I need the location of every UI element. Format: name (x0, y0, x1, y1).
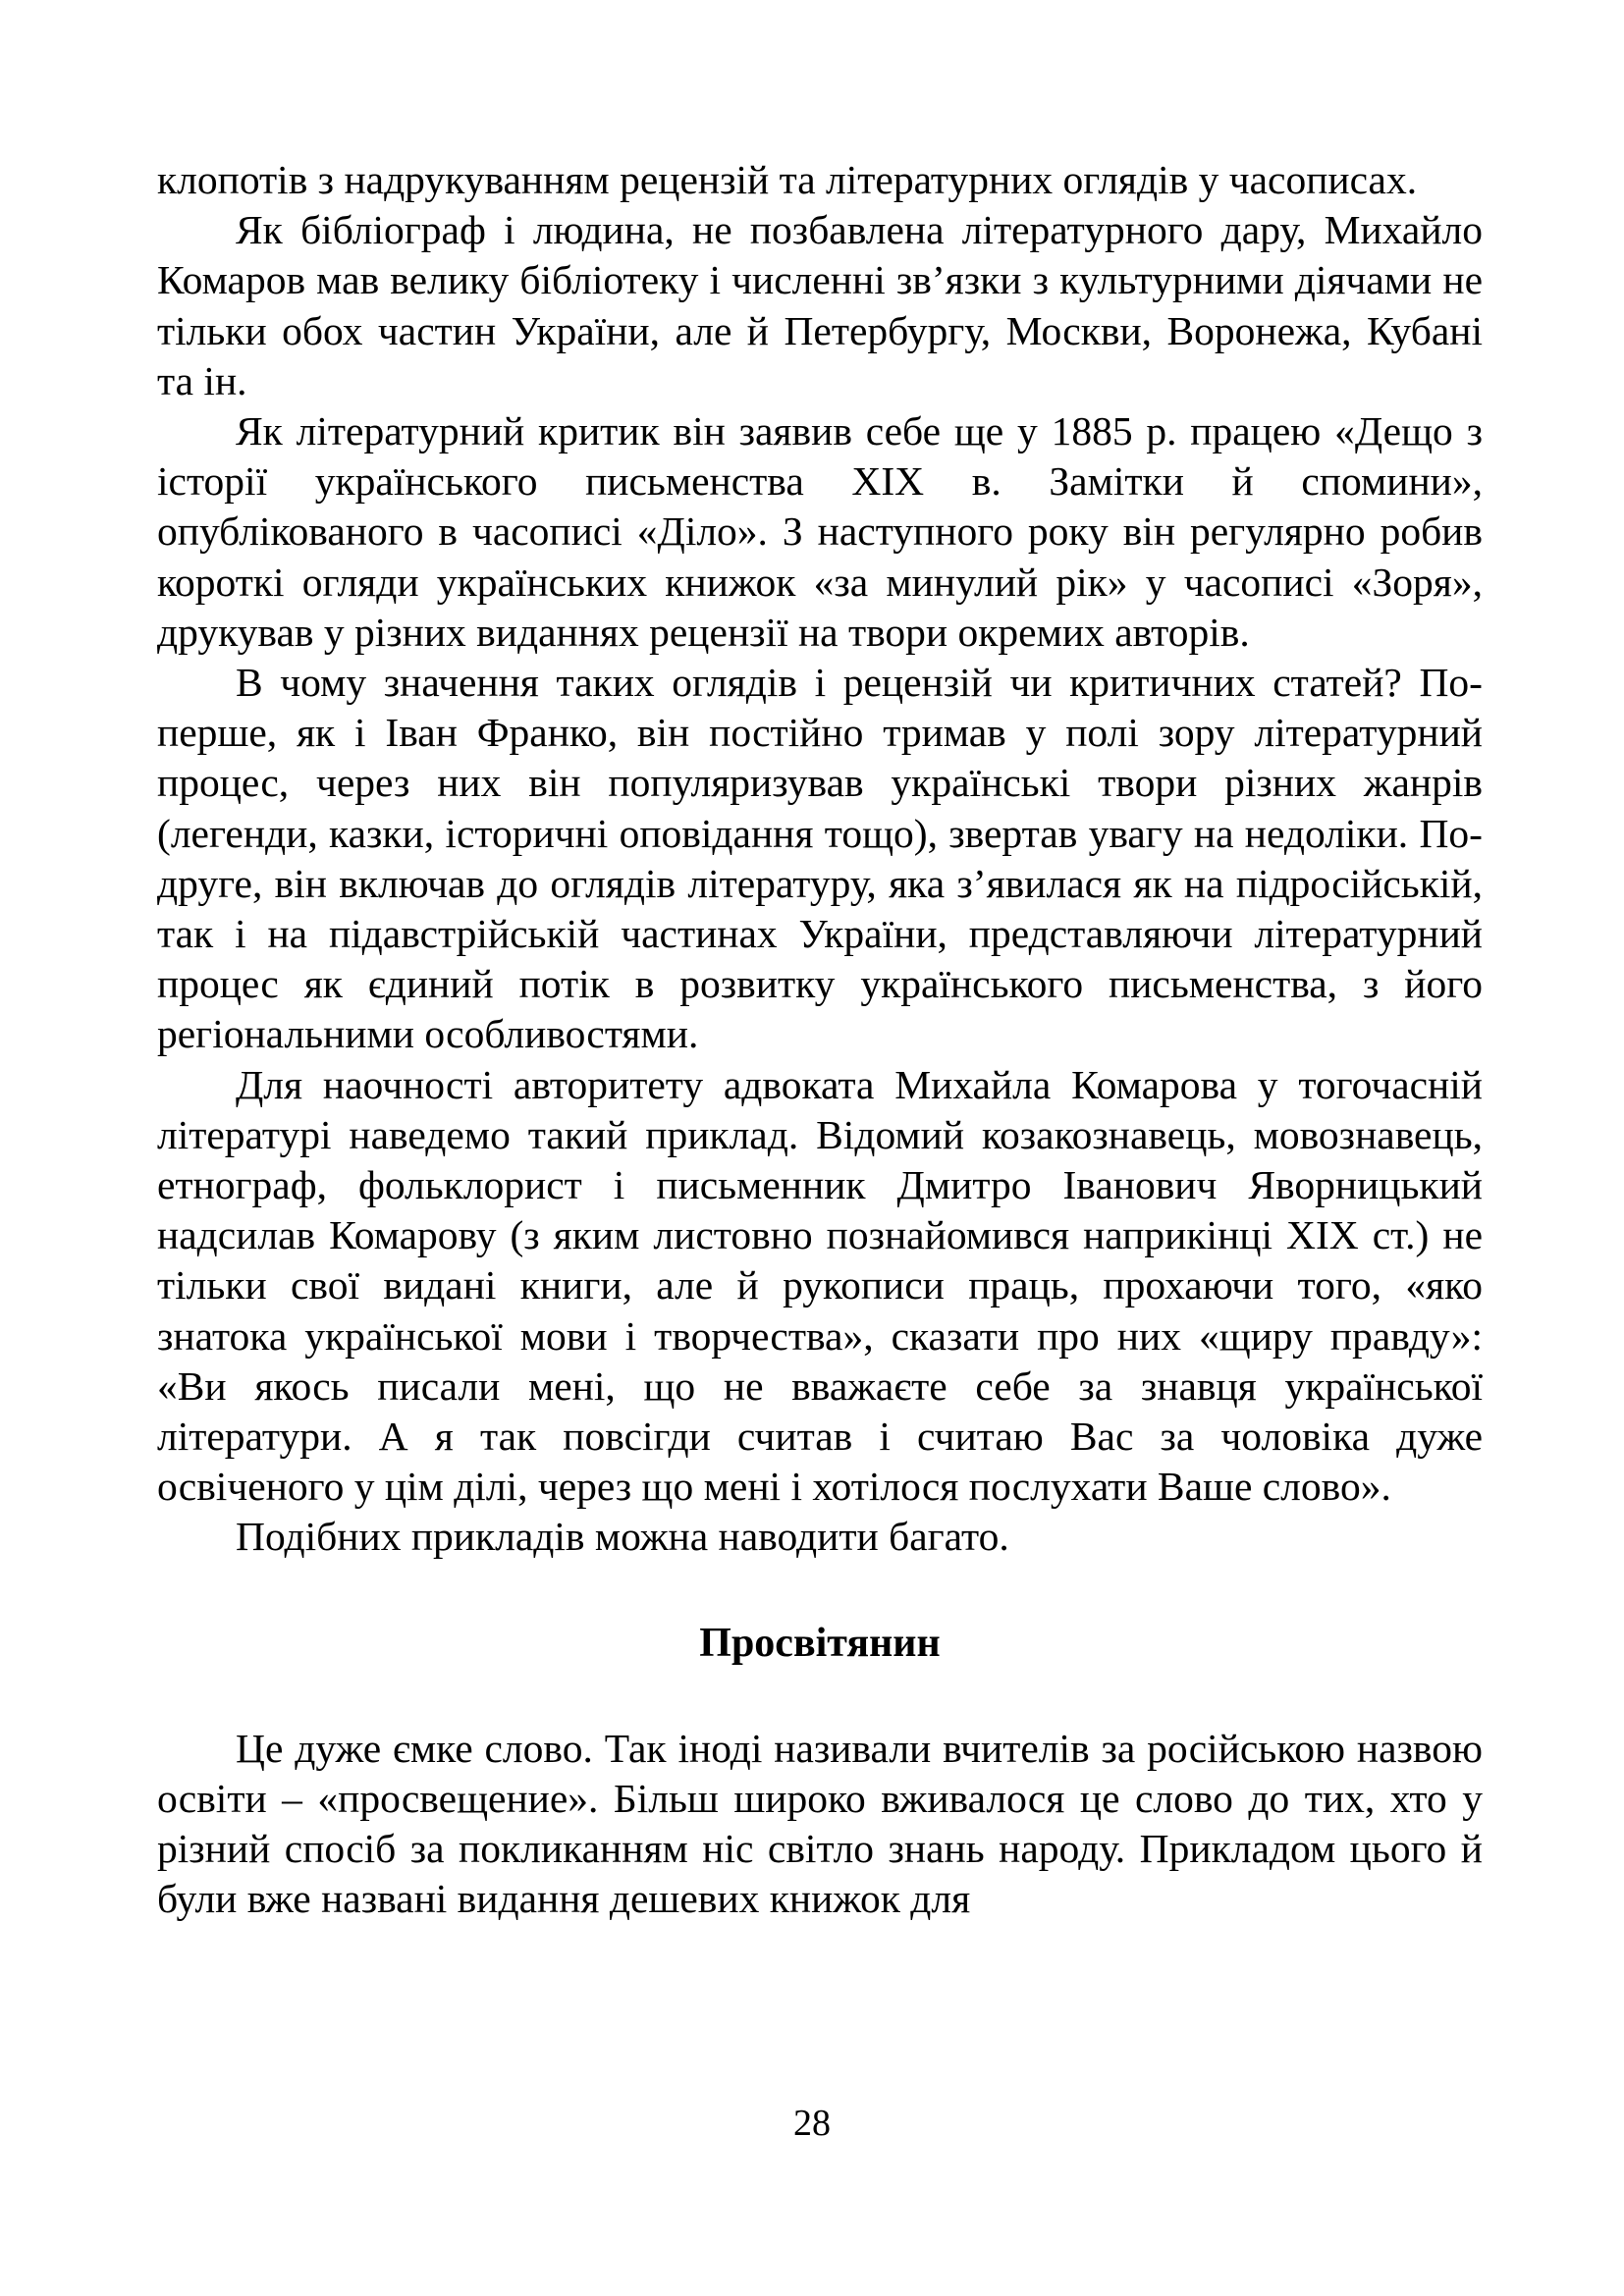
section-heading: Просвітянин (699, 1620, 941, 1666)
paragraph-5: Для наочності авторитету адвоката Михайла Комарова у тогочасній літературі наведемо такий приклад. Відомий козакознавець, мовознавець, етнограф, фольклорист і письменник Дмитро Іванович Яворницький надсилав Комарову (з яким листовно познайомився наприкінці XIX ст.) не тільки свої видані книги, але й рукописи праць, прохаючи того, «яко знатока української мови і творчества», сказати про них «щиру правду»: «Ви якось писали мені, що не вважаєте себе за знавця української літератури. А я так повсігди считав і считаю Вас за чоловіка дуже освіченого у цім ділі, через що мені і хотілося послухати Ваше слово». (157, 1061, 1483, 1510)
paragraph-2: Як бібліограф і людина, не позбавлена літературного дару, Михайло Комаров мав велику бібліотеку і численні зв’язки з культурними діячами не тільки обох частин України, але й Петербургу, Москви, Воронежа, Кубані та ін. (157, 207, 1483, 403)
paragraph-4: В чому значення таких оглядів і рецензій чи критичних статей? По-перше, як і Іван Франко, він постійно тримав у полі зору літературний процес, через них він популяризував українські твори різних жанрів (легенди, казки, історичні оповідання тощо), звертав увагу на недоліки. По-друге, він включав до оглядів літературу, яка з’явилася як на підросійській, так і на підавстрійській частинах України, представляючи літературний процес як єдиний потік в розвитку українського письменства, з його регіональними особливостями. (157, 660, 1483, 1057)
paragraph-3: Як літературний критик він заявив себе ще у 1885 р. працею «Дещо з історії українського письменства XIX в. Замітки й спомини», опублікованого в часописі «Діло». З наступного року він регулярно робив короткі огляди українських книжок «за минулий рік» у часописі «Зоря», друкував у різних виданнях рецензії на твори окремих авторів. (157, 408, 1483, 655)
paragraph-6: Подібних прикладів можна наводити багато. (236, 1514, 1009, 1560)
paragraph-1: клопотів з надрукуванням рецензій та літературних оглядів у часописах. (157, 157, 1418, 202)
paragraph-7: Це дуже ємке слово. Так іноді називали вчителів за російською назвою освіти – «просвещение». Більш широко вживалося це слово до тих, хто у різний спосіб за покликанням ніс світло знань народу. Прикладом цього й були вже названі видання дешевих книжок для (157, 1725, 1483, 1922)
document-page (157, 155, 1483, 1925)
page-number: 28 (793, 2103, 831, 2144)
